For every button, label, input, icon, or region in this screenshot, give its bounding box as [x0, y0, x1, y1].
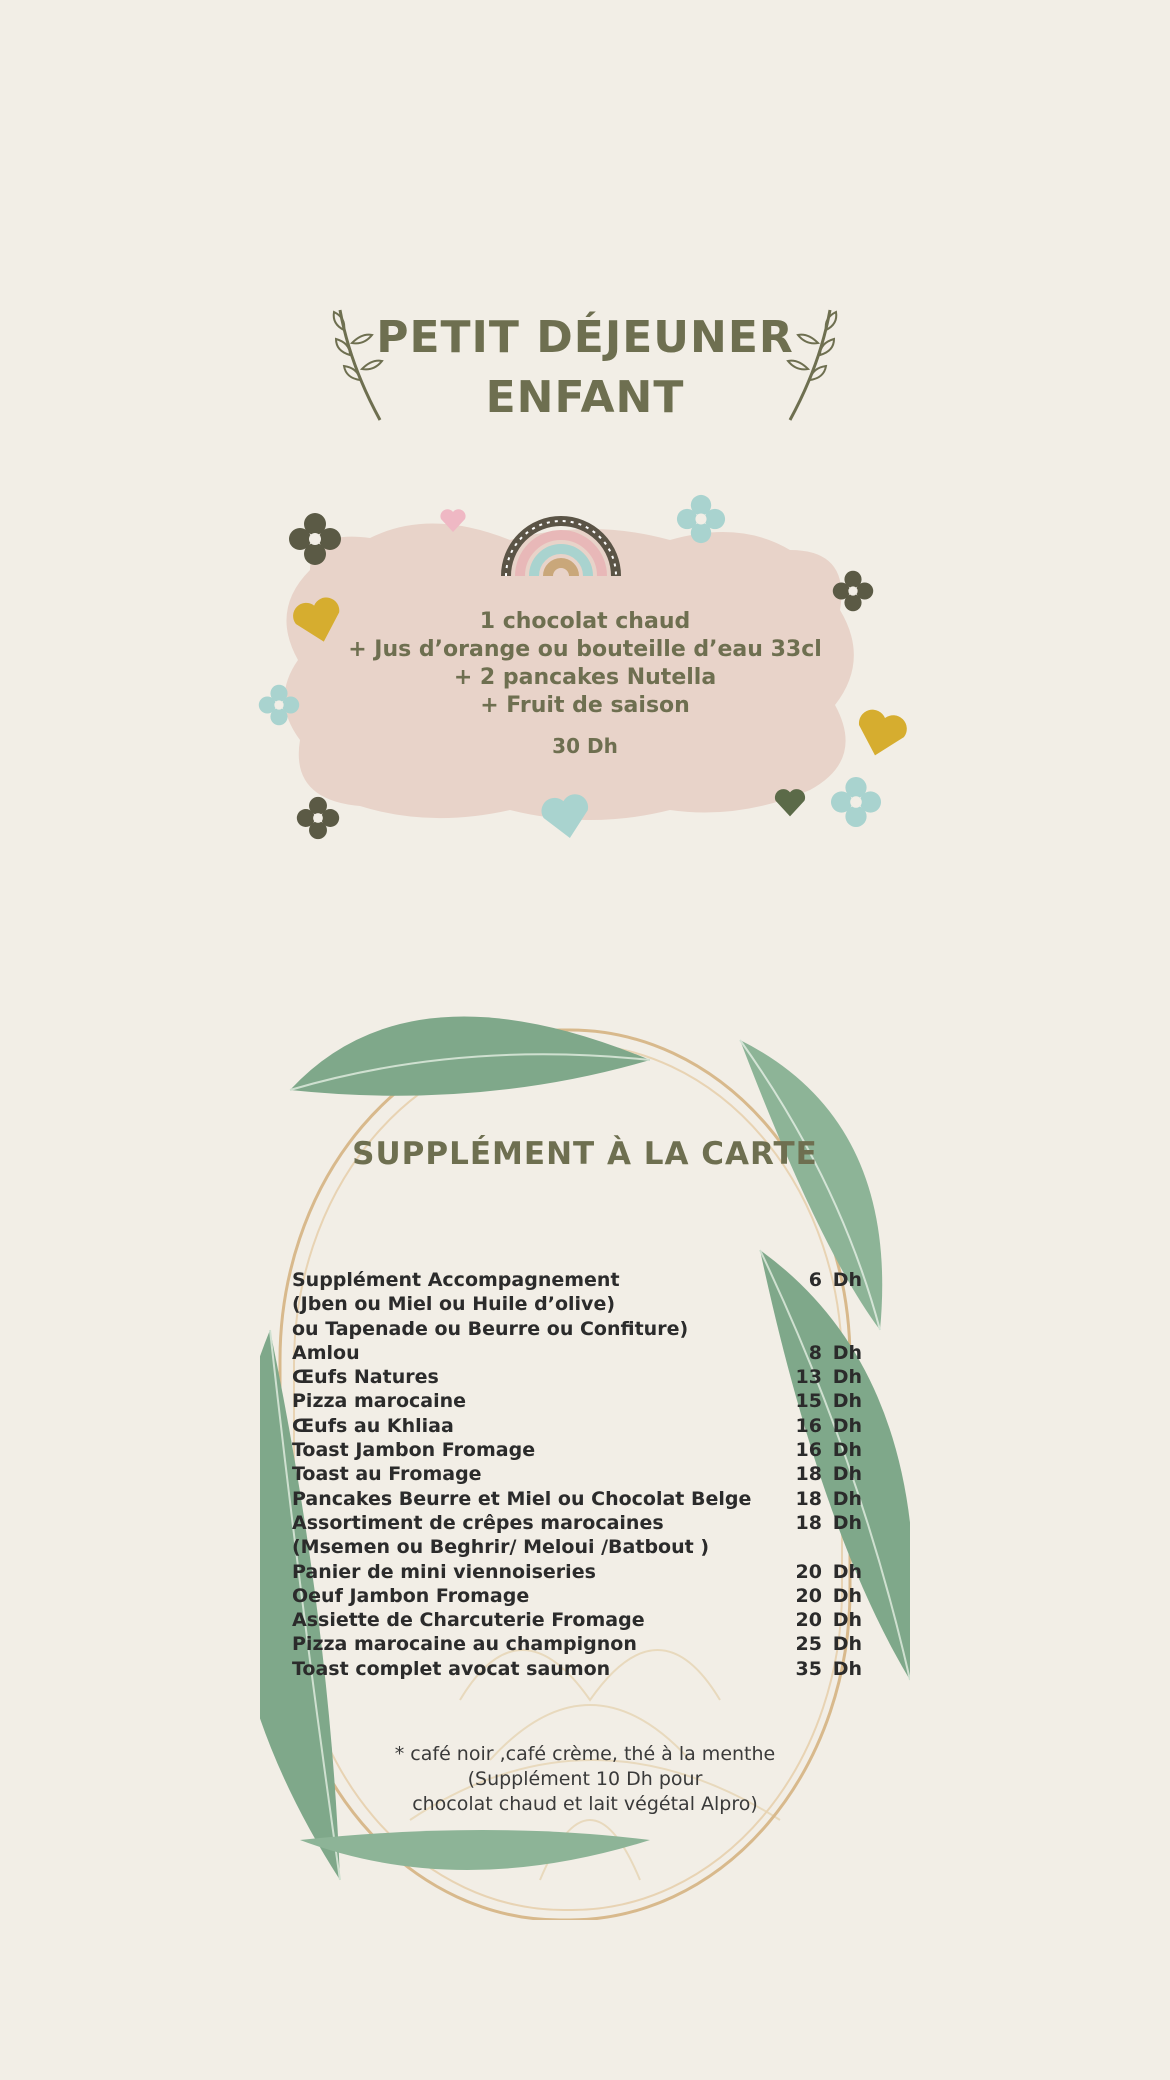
menu-item-price: 18 — [795, 1463, 822, 1486]
menu-row — [292, 1535, 862, 1559]
menu-item-currency — [822, 1317, 862, 1341]
menu-row — [292, 1487, 862, 1511]
menu-row — [292, 1560, 862, 1584]
menu-item-name: Panier de mini viennoiseries — [292, 1560, 596, 1583]
menu-row — [292, 1414, 862, 1438]
menu-row — [292, 1317, 862, 1341]
menu-item-price: 20 — [795, 1560, 822, 1583]
footnote-line: chocolat chaud et lait végétal Alpro) — [412, 1793, 758, 1815]
flower-icon — [288, 512, 342, 566]
kids-title-line1: PETIT DÉJEUNER — [376, 312, 794, 363]
menu-item-price: 18 — [795, 1511, 822, 1534]
menu-item-price: 20 — [795, 1584, 822, 1607]
menu-item-name: Amlou — [292, 1341, 360, 1364]
footnote-line: * café noir ,café crème, thé à la menthe — [394, 1743, 776, 1765]
menu-row — [292, 1268, 862, 1292]
menu-item-name: ou Tapenade ou Beurre ou Confiture) — [292, 1317, 689, 1340]
menu-row — [292, 1657, 862, 1681]
menu-item-currency: Dh — [832, 1560, 862, 1583]
kids-price: 30 Dh — [552, 734, 618, 758]
footnote — [0, 1742, 1170, 1817]
menu-item-currency: Dh — [832, 1511, 862, 1534]
menu-item-price: 16 — [795, 1439, 822, 1462]
menu-item-currency: Dh — [832, 1414, 862, 1437]
menu-item-name: Toast Jambon Fromage — [292, 1439, 536, 1462]
menu-item-price — [772, 1292, 822, 1316]
menu-item-currency — [822, 1292, 862, 1316]
kids-line: 1 chocolat chaud — [479, 609, 691, 634]
kids-line: + 2 pancakes Nutella — [453, 665, 717, 690]
rainbow-icon — [498, 476, 624, 582]
menu-item-currency: Dh — [832, 1584, 862, 1607]
menu-item-price: 8 — [808, 1341, 822, 1364]
menu-item-price: 18 — [795, 1487, 822, 1510]
menu-item-currency: Dh — [832, 1341, 862, 1364]
menu-item-name: Œufs Natures — [292, 1366, 439, 1389]
menu-item-name: Pizza marocaine — [292, 1390, 467, 1413]
menu-item-price: 35 — [795, 1657, 822, 1680]
menu-item-name: Œufs au Khliaa — [292, 1414, 454, 1437]
menu-item-price: 13 — [795, 1366, 822, 1389]
menu-item-price — [772, 1317, 822, 1341]
heart-icon — [538, 788, 594, 844]
menu-row — [292, 1511, 862, 1535]
heart-icon — [438, 505, 468, 535]
menu-item-currency: Dh — [832, 1463, 862, 1486]
menu-row — [292, 1292, 862, 1316]
menu-item-name: Assortiment de crêpes marocaines — [292, 1511, 664, 1534]
flower-icon — [676, 494, 726, 544]
menu-item-price: 6 — [808, 1269, 822, 1291]
menu-item-currency: Dh — [832, 1487, 862, 1510]
menu-item-name: Pancakes Beurre et Miel ou Chocolat Belge — [292, 1487, 752, 1510]
menu-row — [292, 1365, 862, 1389]
menu-item-name: Supplément Accompagnement — [292, 1269, 620, 1291]
footnote-line: (Supplément 10 Dh pour — [467, 1768, 703, 1790]
kids-title-line2: ENFANT — [485, 372, 685, 423]
kids-line: + Fruit de saison — [480, 693, 690, 718]
menu-row — [292, 1341, 862, 1365]
menu-item-currency — [822, 1535, 862, 1559]
menu-item-currency: Dh — [832, 1657, 862, 1680]
menu-item-name: Assiette de Charcuterie Fromage — [292, 1609, 645, 1632]
menu-item-name: Toast complet avocat saumon — [292, 1657, 611, 1680]
menu-item-price — [772, 1535, 822, 1559]
flower-icon — [296, 796, 340, 840]
menu-item-currency: Dh — [832, 1633, 862, 1656]
menu-item-name: (Msemen ou Beghrir/ Meloui /Batbout ) — [292, 1536, 710, 1559]
menu-item-price: 20 — [795, 1609, 822, 1632]
menu-row — [292, 1462, 862, 1486]
menu-item-currency: Dh — [832, 1609, 862, 1632]
flower-icon — [832, 570, 874, 612]
menu-item-name: Toast au Fromage — [292, 1463, 482, 1486]
menu-row — [292, 1632, 862, 1656]
menu-item-name: Pizza marocaine au champignon — [292, 1633, 637, 1656]
menu-item-currency: Dh — [832, 1439, 862, 1462]
heart-icon — [772, 784, 808, 820]
menu-item-price: 25 — [795, 1633, 822, 1656]
menu-row — [292, 1389, 862, 1413]
menu-row — [292, 1438, 862, 1462]
supplements-list — [292, 1268, 862, 1681]
menu-row — [292, 1608, 862, 1632]
menu-item-price: 15 — [795, 1390, 822, 1413]
supplements-title: SUPPLÉMENT À LA CARTE — [352, 1136, 818, 1172]
menu-item-price: 16 — [795, 1414, 822, 1437]
menu-row — [292, 1584, 862, 1608]
menu-item-name: Oeuf Jambon Fromage — [292, 1584, 530, 1607]
menu-item-name: (Jben ou Miel ou Huile d’olive) — [292, 1293, 616, 1316]
flower-icon — [830, 776, 882, 828]
menu-item-currency: Dh — [832, 1269, 862, 1291]
menu-item-currency: Dh — [832, 1366, 862, 1389]
menu-item-currency: Dh — [832, 1390, 862, 1413]
kids-line: + Jus d’orange ou bouteille d’eau 33cl — [348, 637, 822, 662]
